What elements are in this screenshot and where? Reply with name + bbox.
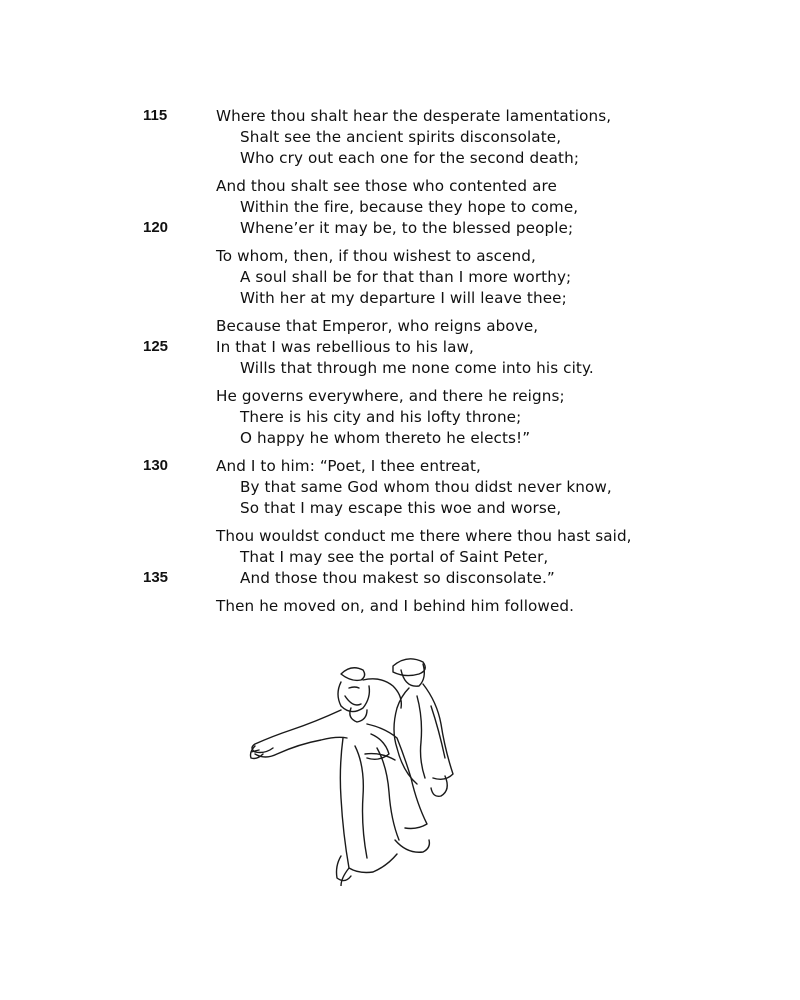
line-number: 130 — [143, 457, 169, 474]
verse-line: By that same God whom thou didst never know, — [240, 478, 612, 496]
verse-line: A soul shall be for that than I more worthy; — [240, 268, 572, 286]
verse-line: That I may see the portal of Saint Peter, — [240, 548, 549, 566]
verse-line: Because that Emperor, who reigns above, — [216, 317, 539, 335]
line-number: 115 — [143, 107, 168, 124]
verse-line: Whene’er it may be, to the blessed people; — [240, 219, 574, 237]
verse-line: Within the fire, because they hope to come, — [240, 198, 579, 216]
line-number: 135 — [143, 569, 169, 586]
verse-line: Thou wouldst conduct me there where thou hast said, — [216, 527, 632, 545]
verse-line: O happy he whom thereto he elects!” — [240, 429, 531, 447]
verse-line: Then he moved on, and I behind him followed. — [216, 597, 575, 615]
verse-line: There is his city and his lofty throne; — [240, 408, 522, 426]
verse-line: In that I was rebellious to his law, — [216, 338, 474, 356]
verse-line: Where thou shalt hear the desperate lamentations, — [216, 107, 612, 125]
verse-line: Shalt see the ancient spirits disconsolate, — [240, 128, 562, 146]
verse-line: So that I may escape this woe and worse, — [240, 499, 562, 517]
verse-line: And I to him: “Poet, I thee entreat, — [216, 457, 481, 475]
virgil-and-dante-figures-icon — [245, 636, 485, 886]
verse-line: With her at my departure I will leave thee; — [240, 289, 567, 307]
verse-line: And those thou makest so disconsolate.” — [240, 569, 555, 587]
verse-line: Who cry out each one for the second death; — [240, 149, 580, 167]
line-number: 125 — [143, 338, 169, 355]
verse-line: To whom, then, if thou wishest to ascend, — [216, 247, 536, 265]
verse-line: He governs everywhere, and there he reigns; — [216, 387, 565, 405]
verse-line: And thou shalt see those who contented are — [216, 177, 557, 195]
verse-line: Wills that through me none come into his city. — [240, 359, 594, 377]
line-number: 120 — [143, 219, 169, 236]
